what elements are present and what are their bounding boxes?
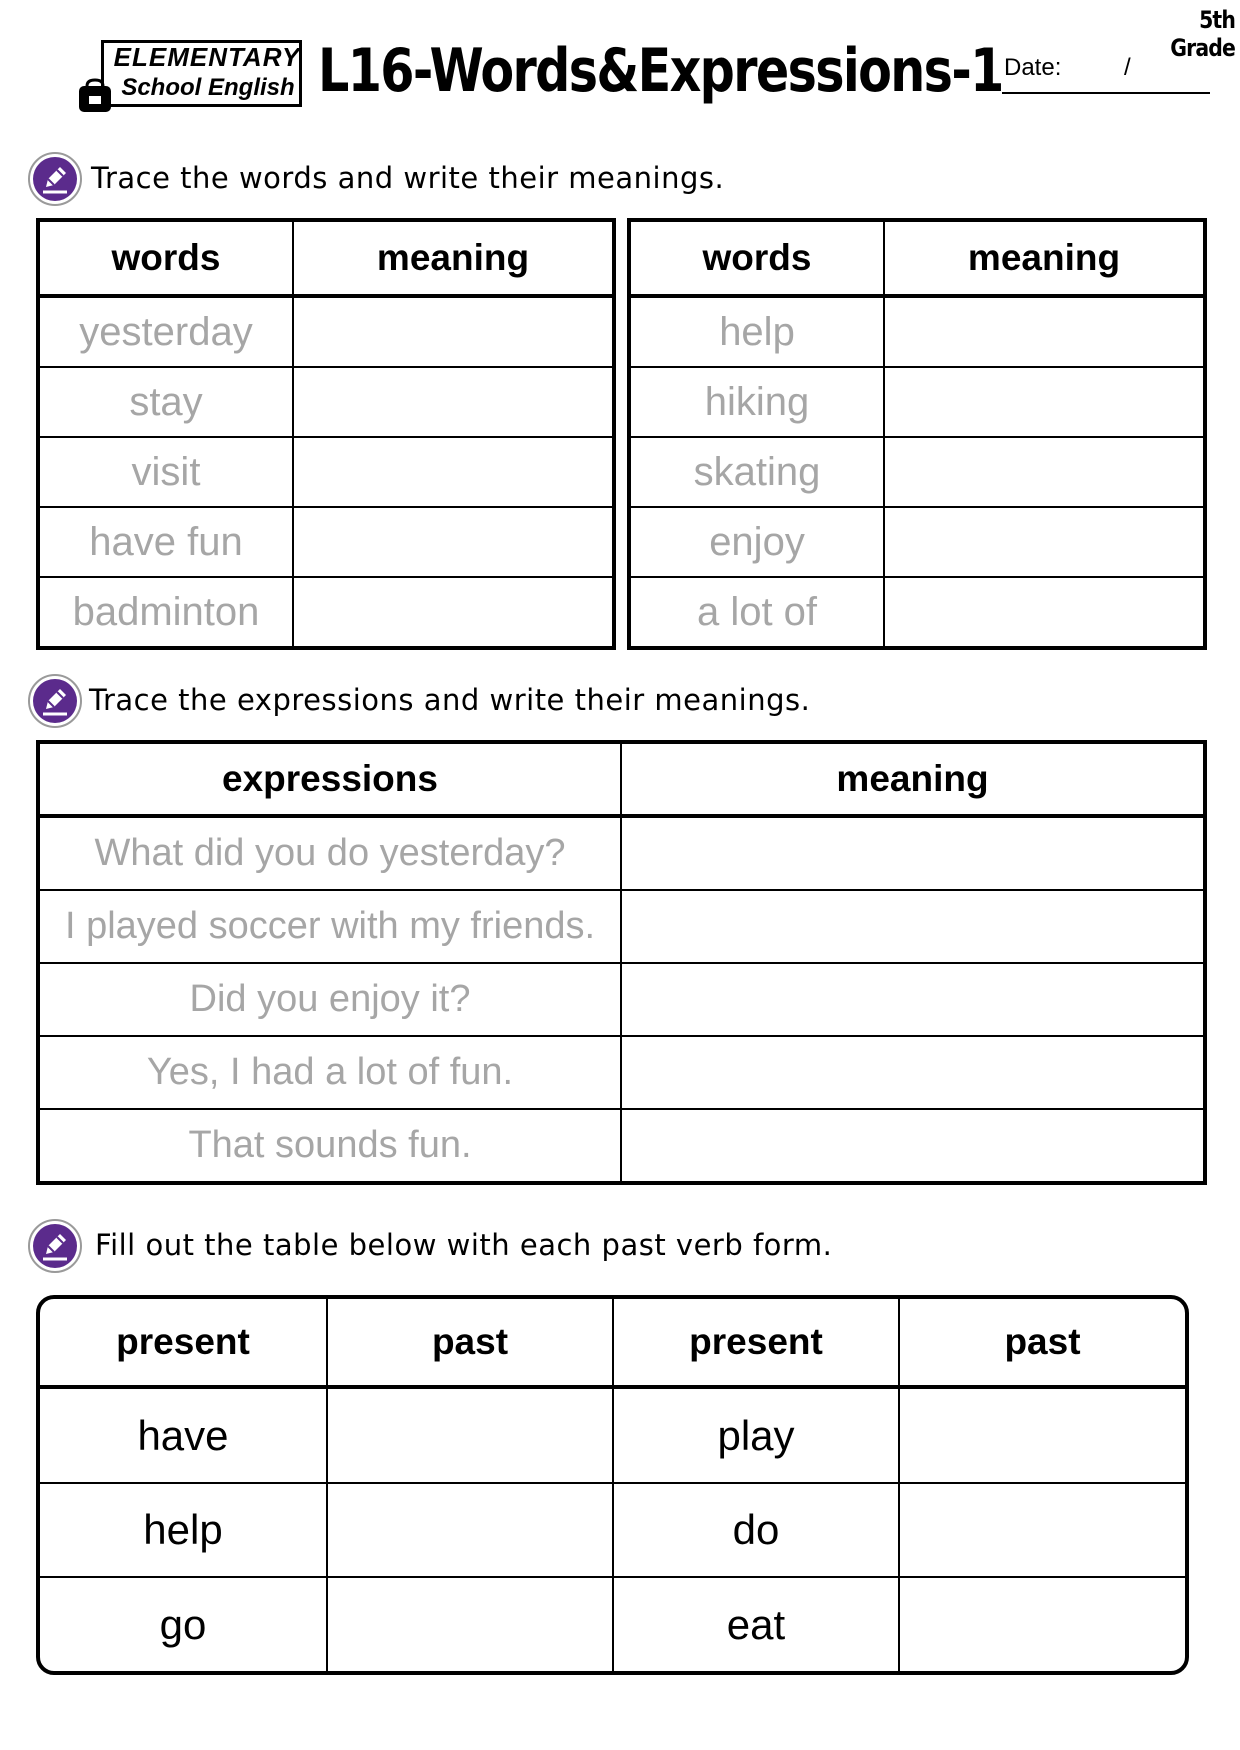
column-header-past: past (327, 1299, 613, 1387)
column-header-present: present (613, 1299, 899, 1387)
meaning-input[interactable] (621, 890, 1205, 963)
date-label: Date: (1004, 54, 1062, 81)
meaning-input[interactable] (293, 296, 614, 367)
meaning-input[interactable] (621, 816, 1205, 890)
pencil-icon (27, 151, 83, 207)
past-verb-table-frame (36, 1295, 1189, 1675)
column-header-meaning: meaning (884, 220, 1205, 296)
column-header-past: past (899, 1299, 1185, 1387)
trace-expression: What did you do yesterday? (38, 816, 621, 890)
meaning-input[interactable] (293, 507, 614, 577)
section1-instruction: Trace the words and write their meanings. (91, 161, 725, 195)
trace-word: hiking (629, 367, 884, 437)
past-verb-table (40, 1299, 1185, 1671)
present-verb: do (613, 1483, 899, 1578)
past-verb-input[interactable] (327, 1483, 613, 1578)
trace-expression: Did you enjoy it? (38, 963, 621, 1036)
trace-word: help (629, 296, 884, 367)
backpack-icon (75, 78, 115, 114)
pencil-icon (27, 1218, 83, 1274)
meaning-input[interactable] (621, 1036, 1205, 1109)
past-verb-input[interactable] (327, 1577, 613, 1671)
present-verb: have (40, 1387, 327, 1483)
trace-expression: Yes, I had a lot of fun. (38, 1036, 621, 1109)
trace-word: a lot of (629, 577, 884, 648)
trace-word: enjoy (629, 507, 884, 577)
column-header-expressions: expressions (38, 742, 621, 816)
grade-label: 5th Grade (1170, 6, 1235, 62)
trace-expression: I played soccer with my friends. (38, 890, 621, 963)
present-verb: help (40, 1483, 327, 1578)
present-verb: play (613, 1387, 899, 1483)
meaning-input[interactable] (621, 1109, 1205, 1183)
section3-instruction: Fill out the table below with each past verb form. (95, 1228, 833, 1262)
meaning-input[interactable] (884, 507, 1205, 577)
page-title: L16-Words&Expressions-1 (318, 36, 1003, 106)
words-table-right (627, 218, 1207, 650)
meaning-input[interactable] (293, 367, 614, 437)
meaning-input[interactable] (293, 437, 614, 507)
date-separator: / (1124, 54, 1131, 81)
present-verb: go (40, 1577, 327, 1671)
meaning-input[interactable] (884, 367, 1205, 437)
past-verb-input[interactable] (899, 1483, 1185, 1578)
expressions-table (36, 740, 1207, 1185)
meaning-input[interactable] (884, 437, 1205, 507)
column-header-words: words (38, 220, 293, 296)
section2-instruction: Trace the expressions and write their meanings. (89, 683, 811, 717)
logo-text-top: ELEMENTARY (113, 42, 301, 72)
past-verb-input[interactable] (899, 1387, 1185, 1483)
trace-word: badminton (38, 577, 293, 648)
meaning-input[interactable] (884, 296, 1205, 367)
pencil-icon (27, 673, 83, 729)
trace-word: stay (38, 367, 293, 437)
column-header-present: present (40, 1299, 327, 1387)
past-verb-input[interactable] (899, 1577, 1185, 1671)
trace-word: yesterday (38, 296, 293, 367)
column-header-meaning: meaning (621, 742, 1205, 816)
meaning-input[interactable] (621, 963, 1205, 1036)
column-header-meaning: meaning (293, 220, 614, 296)
trace-word: visit (38, 437, 293, 507)
trace-word: have fun (38, 507, 293, 577)
past-verb-input[interactable] (327, 1387, 613, 1483)
meaning-input[interactable] (293, 577, 614, 648)
meaning-input[interactable] (884, 577, 1205, 648)
date-input-line[interactable] (1002, 92, 1210, 94)
column-header-words: words (629, 220, 884, 296)
words-table-left (36, 218, 616, 650)
present-verb: eat (613, 1577, 899, 1671)
logo-text-bottom: School English (121, 74, 295, 101)
trace-expression: That sounds fun. (38, 1109, 621, 1183)
trace-word: skating (629, 437, 884, 507)
